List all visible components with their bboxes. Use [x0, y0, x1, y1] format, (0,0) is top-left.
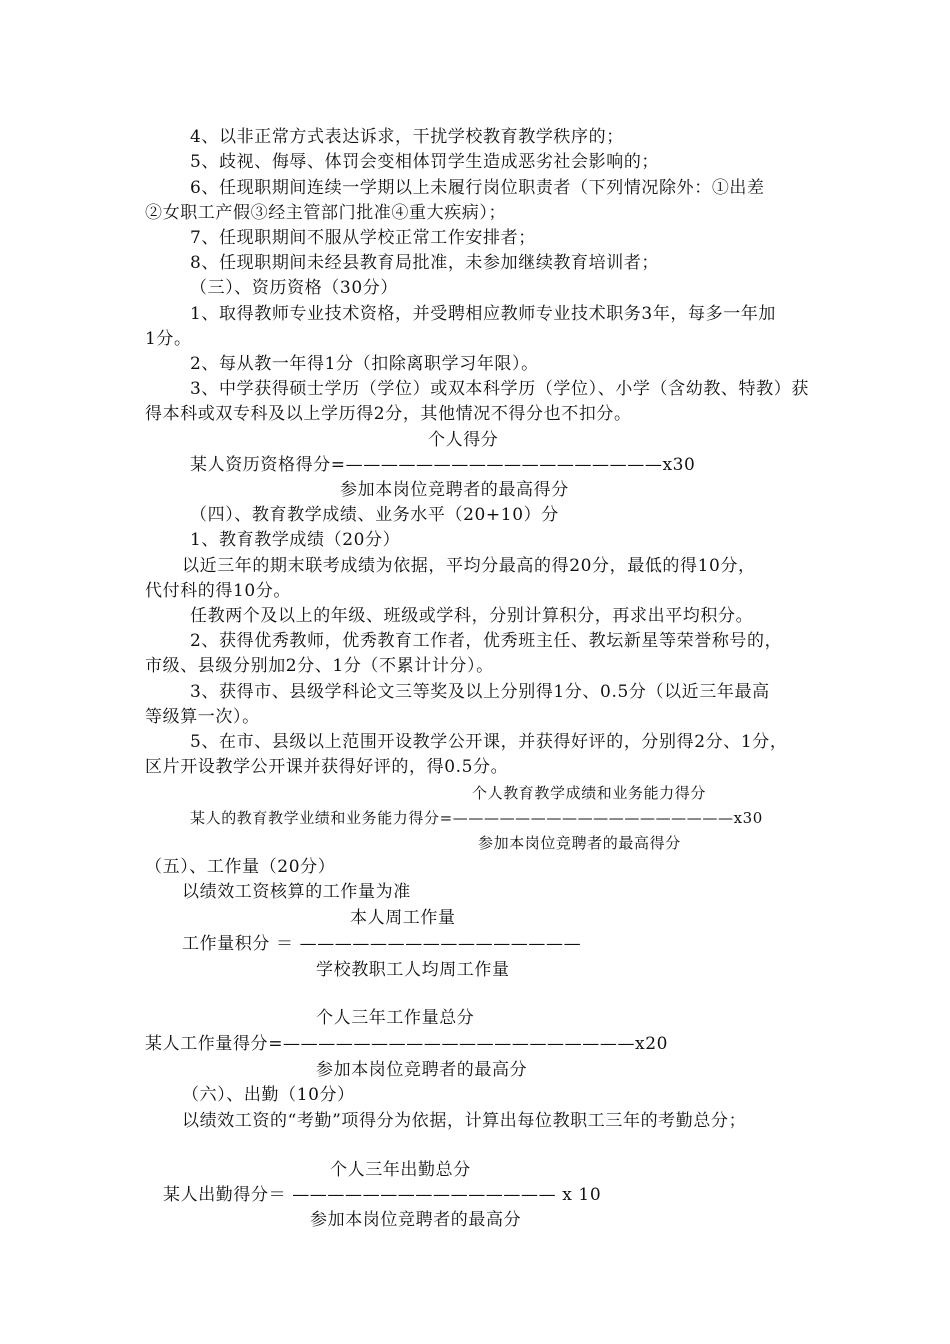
text-line: 5、歧视、侮辱、体罚会变相体罚学生造成恶劣社会影响的； [190, 152, 660, 172]
text-line: ②女职工产假③经主管部门批准④重大疾病）； [145, 203, 507, 223]
formula-line: 某人资历资格得分=——————————————————x30 [190, 455, 696, 475]
formula-numerator: 个人得分 [428, 430, 499, 450]
formula-denominator: 学校教职工人均周工作量 [316, 960, 510, 980]
section-heading: （六）、出勤（10分） [182, 1085, 355, 1105]
text-line: 市级、县级分别加2分、1分（不累计计分）。 [145, 656, 494, 676]
text-line: 得本科或双专科及以上学历得2分，其他情况不得分也不扣分。 [145, 404, 632, 424]
text-line: 1、教育教学成绩（20分） [190, 530, 401, 550]
formula-numerator: 个人三年工作量总分 [316, 1008, 475, 1028]
text-line: 1、取得教师专业技术资格，并受聘相应教师专业技术职务3年，每多一年加 [190, 304, 777, 324]
formula-line: 某人的教育教学业绩和业务能力得分=——————————————————x30 [190, 809, 763, 827]
text-line: 6、任现职期间连续一学期以上未履行岗位职责者（下列情况除外：①出差 [190, 178, 765, 198]
text-line: 7、任现职期间不服从学校正常工作安排者； [190, 228, 536, 248]
text-line: 5、在市、县级以上范围开设教学公开课，并获得好评的，分别得2分、1分， [190, 732, 788, 752]
formula-numerator: 个人教育教学成绩和业务能力得分 [472, 784, 707, 802]
text-line: 8、任现职期间未经县教育局批准，未参加继续教育培训者； [190, 253, 660, 273]
section-heading: （四）、教育教学成绩、业务水平（20+10）分 [190, 505, 559, 525]
text-line: 以绩效工资的“考勤”项得分为依据，计算出每位教职工三年的考勤总分； [182, 1111, 747, 1131]
section-heading: （三）、资历资格（30分） [190, 278, 398, 298]
formula-denominator: 参加本岗位竞聘者的最高得分 [340, 480, 569, 500]
formula-line: 某人出勤得分＝ ——————————————— x 10 [163, 1185, 602, 1205]
formula-denominator: 参加本岗位竞聘者的最高分 [310, 1210, 522, 1230]
text-line: 以绩效工资核算的工作量为准 [182, 882, 411, 902]
text-line: 3、中学获得硕士学历（学位）或双本科学历（学位）、小学（含幼教、特教）获 [190, 379, 809, 399]
text-line: 等级算一次）。 [145, 707, 260, 727]
text-line: 以近三年的期末联考成绩为依据，平均分最高的得20分，最低的得10分， [182, 556, 756, 576]
formula-numerator: 个人三年出勤总分 [330, 1160, 471, 1180]
section-heading: （五）、工作量（20分） [145, 857, 336, 877]
formula-denominator: 参加本岗位竞聘者的最高分 [316, 1060, 528, 1080]
text-line: 2、获得优秀教师，优秀教育工作者，优秀班主任、教坛新星等荣誉称号的， [190, 631, 783, 651]
text-line: 区片开设教学公开课并获得好评的，得0.5分。 [145, 757, 509, 777]
text-line: 4、以非正常方式表达诉求，干扰学校教育教学秩序的； [190, 127, 624, 147]
formula-denominator: 参加本岗位竞聘者的最高得分 [478, 834, 681, 852]
text-line: 代付科的得10分。 [145, 581, 292, 601]
formula-line: 某人工作量得分=————————————————————x20 [145, 1034, 669, 1054]
text-line: 任教两个及以上的年级、班级或学科，分别计算积分，再求出平均积分。 [190, 606, 754, 626]
formula-line: 工作量积分 ＝ ———————————————— [182, 934, 582, 954]
formula-numerator: 本人周工作量 [350, 908, 456, 928]
text-line: 3、获得市、县级学科论文三等奖及以上分别得1分、0.5分（以近三年最高 [190, 682, 770, 702]
text-line: 2、每从教一年得1分（扣除离职学习年限）。 [190, 354, 539, 374]
text-line: 1分。 [145, 329, 192, 349]
